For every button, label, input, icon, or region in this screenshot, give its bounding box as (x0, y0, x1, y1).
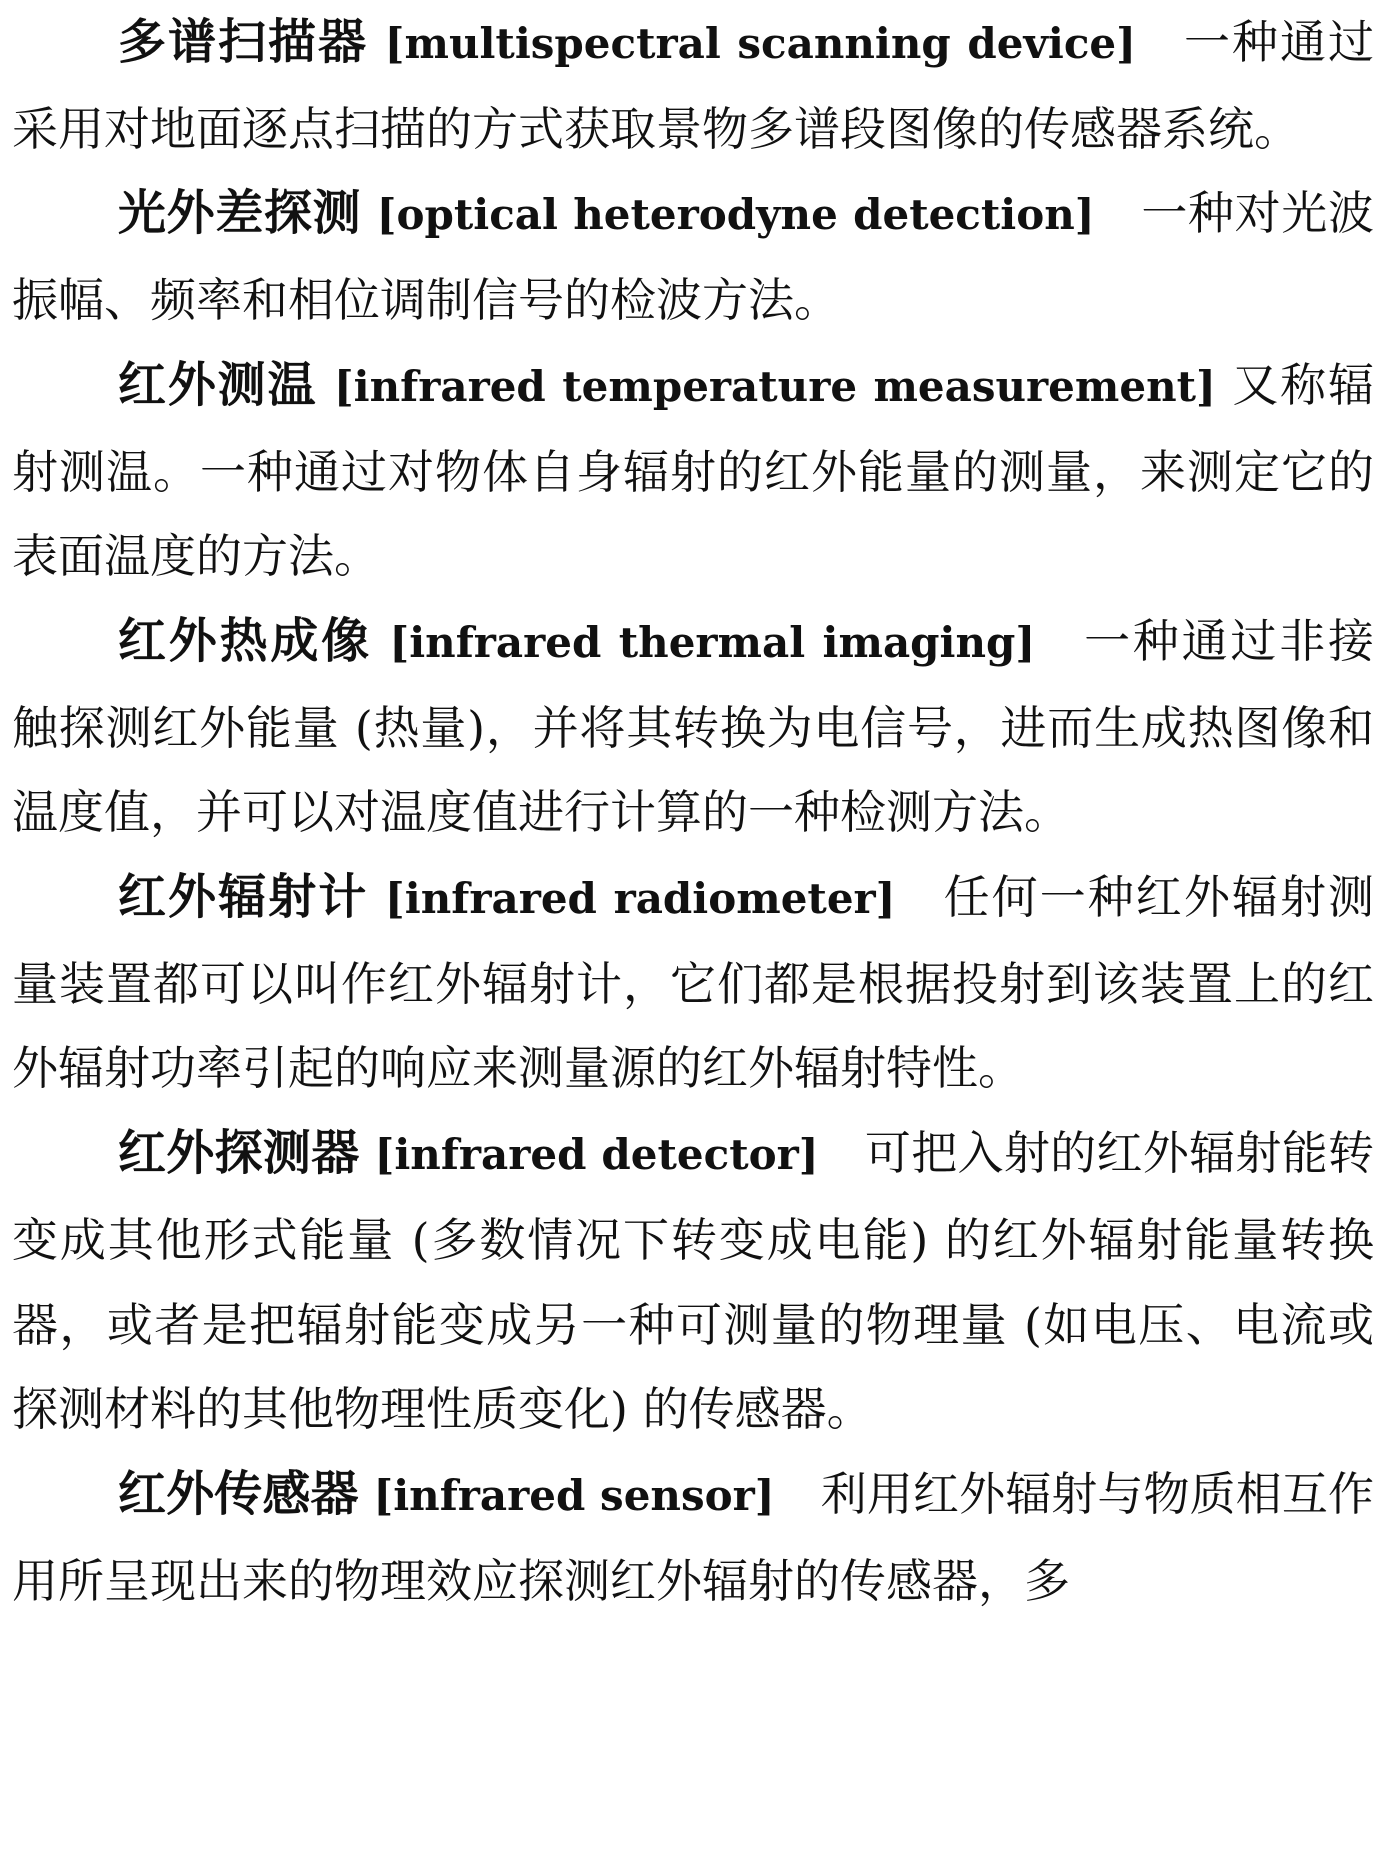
entry-term: 红外辐射计 (118, 869, 369, 926)
entry-definition: 又称辐射测温。一种通过对物体自身辐射的红外能量的测量，来测定它的表面温度的方法。 (12, 357, 1375, 584)
entry-definition: 任何一种红外辐射测量装置都可以叫作红外辐射计，它们都是根据投射到该装置上的红外辐射功率引起的响应来测量源的红外辐射特性。 (12, 870, 1374, 1096)
dictionary-entry (12, 599, 1374, 855)
entry-term: 红外热成像 (118, 612, 372, 669)
dictionary-entry (12, 0, 1374, 171)
entry-definition: 可把入射的红外辐射能转变成其他形式能量 (多数情况下转变成电能) 的红外辐射能量转换器，或者是把辐射能变成另一种可测量的物理量 (如电压、电流或探测材料的其他物理性质变化) 的传感器。 (12, 1126, 1374, 1437)
dictionary-entry (12, 855, 1374, 1111)
entry-term: 红外测温 (118, 356, 318, 413)
dictionary-entry (12, 171, 1374, 342)
entry-term: 多谱扫描器 (118, 14, 368, 70)
entry-term: 光外差探测 (118, 185, 362, 242)
entry-english-term: [infrared temperature measurement] (333, 361, 1216, 411)
entry-english-term: [infrared sensor] (373, 1470, 775, 1520)
entry-english-term: [multispectral scanning device] (384, 19, 1137, 68)
dictionary-entry (12, 1452, 1374, 1623)
dictionary-page (12, 0, 1374, 1623)
entry-english-term: [infrared detector] (374, 1130, 819, 1180)
entry-term: 红外传感器 (118, 1465, 359, 1522)
dictionary-entry (12, 1111, 1374, 1452)
entry-english-term: [infrared thermal imaging] (389, 617, 1036, 667)
entry-definition: 一种对光波振幅、频率和相位调制信号的检波方法。 (12, 186, 1374, 328)
entry-term: 红外探测器 (118, 1125, 360, 1182)
entry-english-term: [optical heterodyne detection] (376, 190, 1095, 240)
dictionary-entry (12, 343, 1374, 599)
entry-definition: 一种通过采用对地面逐点扫描的方式获取景物多谱段图像的传感器系统。 (12, 15, 1375, 156)
entry-definition: 一种通过非接触探测红外能量 (热量)，并将其转换为电信号，进而生成热图像和温度值，并可以对温度值进行计算的一种检测方法。 (12, 613, 1375, 840)
entry-english-term: [infrared radiometer] (384, 874, 896, 924)
entry-definition: 利用红外辐射与物质相互作用所呈现出来的物理效应探测红外辐射的传感器，多 (12, 1466, 1374, 1608)
